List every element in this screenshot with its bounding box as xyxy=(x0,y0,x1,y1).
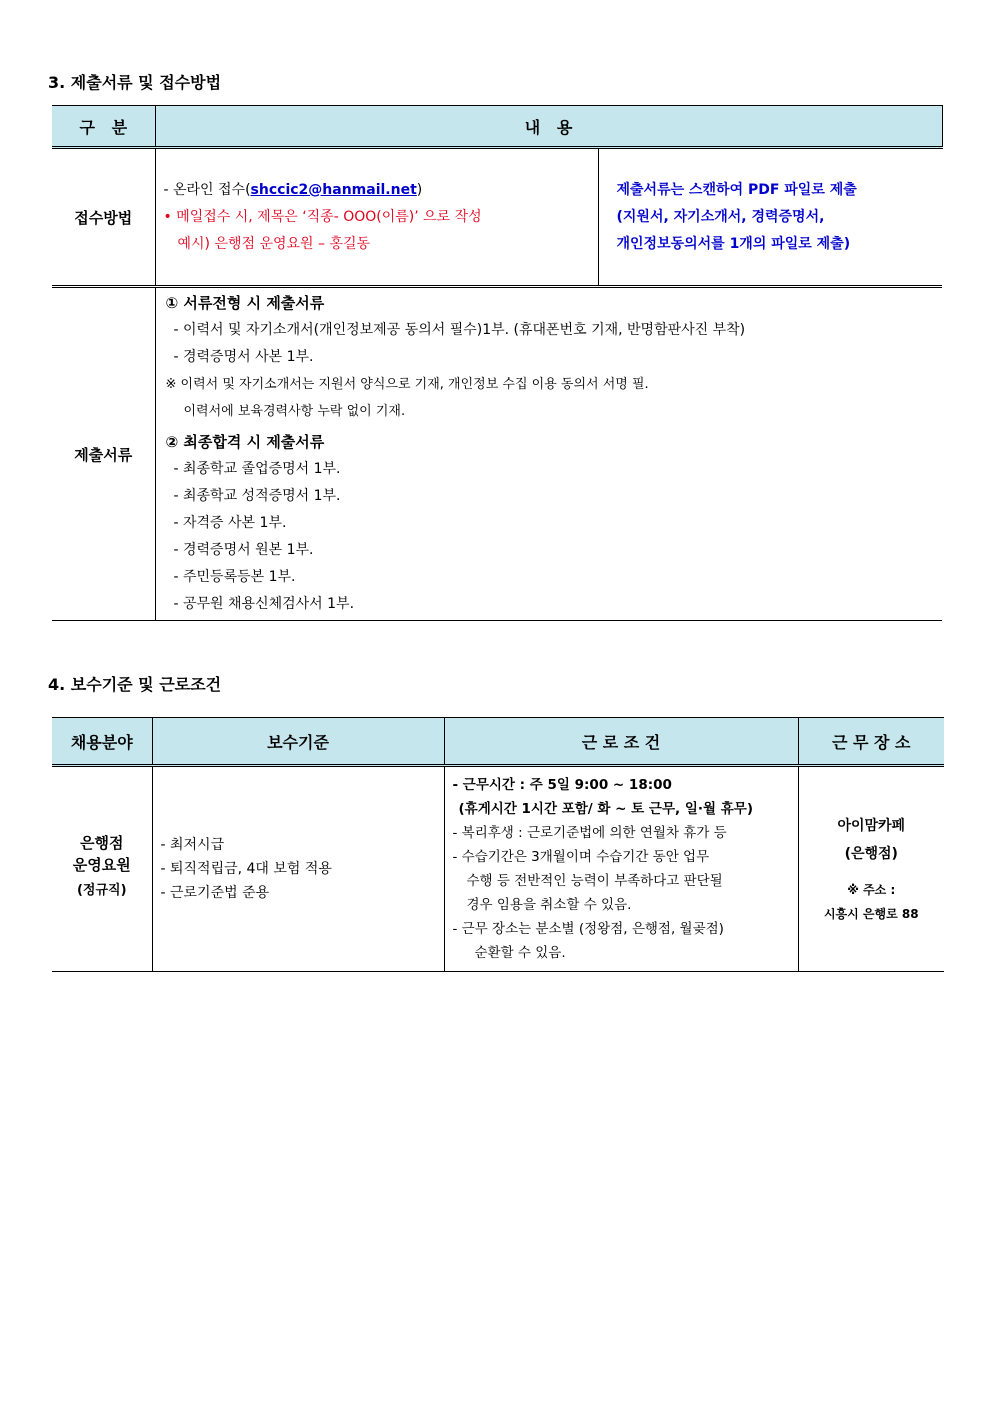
list-item: - 경력증명서 사본 1부. xyxy=(173,349,314,365)
list-item: - 경력증명서 원본 1부. xyxy=(173,542,314,558)
list-item: - 퇴직적립금, 4대 보험 적용 xyxy=(160,861,332,877)
list-item: - 이력서 및 자기소개서(개인정보제공 동의서 필수)1부. (휴대폰번호 기재, 반명함판사진 부착) xyxy=(173,322,746,338)
list-item: (휴게시간 1시간 포함/ 화 ~ 토 근무, 일·월 휴무) xyxy=(458,801,753,817)
list-item: 경우 임용을 취소할 수 있음. xyxy=(466,897,632,913)
header-pay: 보수기준 xyxy=(152,718,444,766)
list-item: - 최저시급 xyxy=(160,837,225,853)
section3-title: 3. 제출서류 및 접수방법 xyxy=(48,73,222,92)
stage1-title: ① 서류전형 시 제출서류 xyxy=(165,294,325,312)
note-line: 이력서에 보육경력사항 누락 없이 기재. xyxy=(183,404,406,419)
receipt-details xyxy=(155,148,598,287)
list-item: - 공무원 채용신체검사서 1부. xyxy=(173,596,355,612)
list-item: - 자격증 사본 1부. xyxy=(173,515,287,531)
list-item: - 근로기준법 준용 xyxy=(160,885,270,901)
pdf-instructions: 제출서류는 스캔하여 PDF 파일로 제출 (지원서, 자기소개서, 경력증명서, 개인정보동의서를 1개의 파일로 제출) xyxy=(598,148,942,287)
list-item: - 수습기간은 3개월이며 수습기간 동안 업무 xyxy=(452,849,710,865)
work-conditions xyxy=(444,766,798,972)
mail-subject-note: • 메일접수 시, 제목은 ‘직종- OOO(이름)’ 으로 작성 xyxy=(163,208,482,225)
header-category: 구 분 xyxy=(52,106,155,148)
list-item: - 최종학교 성적증명서 1부. xyxy=(173,488,341,504)
list-item: - 근무시간 : 주 5일 9:00 ~ 18:00 xyxy=(452,777,672,793)
receipt-label: 접수방법 xyxy=(52,148,155,287)
header-field: 채용분야 xyxy=(52,718,152,766)
workplace: 아이맘카페 (은행점) ※ 주소 : 시흥시 은행로 88 xyxy=(798,766,944,972)
note-line: ※ 이력서 및 자기소개서는 지원서 양식으로 기재, 개인정보 수집 이용 동의서 서명 필. xyxy=(165,377,649,392)
list-item: - 근무 장소는 분소별 (정왕점, 은행점, 월곶점) xyxy=(452,921,724,937)
pay-standard xyxy=(152,766,444,972)
list-item: - 복리후생 : 근로기준법에 의한 연월차 휴가 등 xyxy=(452,825,727,841)
conditions-table xyxy=(52,717,944,972)
submission-table xyxy=(52,105,943,621)
section4-title: 4. 보수기준 및 근로조건 xyxy=(48,675,222,694)
docs-details xyxy=(155,287,942,621)
job-field: 은행점 운영요원 (정규직) xyxy=(52,766,152,972)
docs-label: 제출서류 xyxy=(52,287,155,621)
list-item: - 주민등록등본 1부. xyxy=(173,569,296,585)
mail-example: 예시) 은행점 운영요원 – 홍길동 xyxy=(177,235,371,252)
header-conditions: 근 로 조 건 xyxy=(444,718,798,766)
list-item: 수행 등 전반적인 능력이 부족하다고 판단될 xyxy=(466,873,723,889)
online-receipt: - 온라인 접수(shccic2@hanmail.net) xyxy=(163,181,423,198)
header-content: 내 용 xyxy=(155,106,942,148)
list-item: 순환할 수 있음. xyxy=(474,945,566,961)
stage2-title: ② 최종합격 시 제출서류 xyxy=(165,433,325,451)
email-link[interactable]: shccic2@hanmail.net xyxy=(250,181,417,198)
header-workplace: 근 무 장 소 xyxy=(798,718,944,766)
list-item: - 최종학교 졸업증명서 1부. xyxy=(173,461,341,477)
